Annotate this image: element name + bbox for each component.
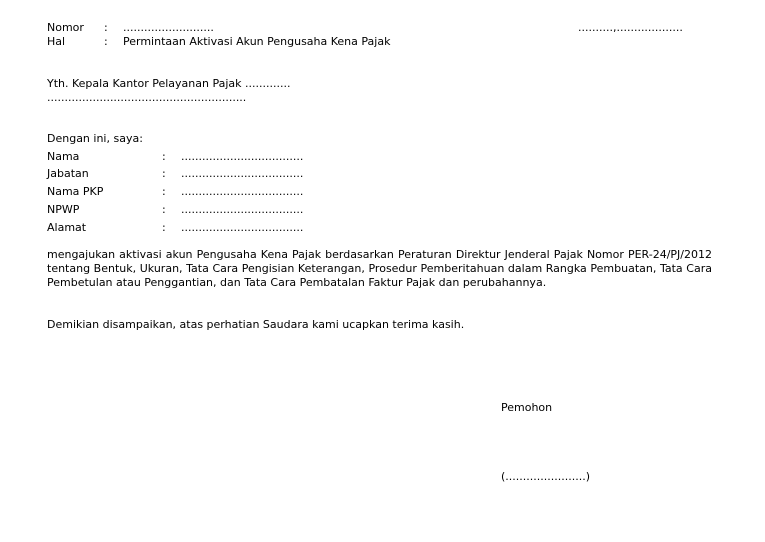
field-colon: : [162,185,166,198]
intro-text: Dengan ini, saya: [47,132,143,145]
field-label-jabatan: Jabatan [47,167,89,180]
hal-label: Hal [47,35,66,48]
field-label-alamat: Alamat [47,221,87,234]
field-label-nama-pkp: Nama PKP [47,185,104,198]
field-value-jabatan: ................................... [181,167,304,180]
body-paragraph: mengajukan aktivasi akun Pengusaha Kena Pajak berdasarkan Peraturan Direktur Jenderal Pajak Nomor PER-24/PJ/2012 tentang Bentuk, Ukuran, Tata Cara Pengisian Keterangan, Prosedur Pemberitahuan dalam Rangka Pembuatan, Tata Cara Pembetulan atau Penggantian, dan Tata Cara Pembatalan Faktur Pajak dan perubahannya. [47,248,712,289]
field-value-npwp: ................................... [181,203,304,216]
signature-name-placeholder: (.......................) [501,470,591,483]
signature-title: Pemohon [501,401,553,414]
field-colon: : [162,221,166,234]
nomor-label: Nomor [47,21,84,34]
field-colon: : [162,150,166,163]
nomor-value: .......................... [123,21,214,34]
recipient-line-2: ......................................................... [47,91,247,104]
hal-value: Permintaan Aktivasi Akun Pengusaha Kena Pajak [123,35,391,48]
field-colon: : [162,167,166,180]
field-value-nama: ................................... [181,150,304,163]
field-colon: : [162,203,166,216]
place-date: ..........,................... [578,21,683,34]
field-label-npwp: NPWP [47,203,80,216]
field-value-nama-pkp: ................................... [181,185,304,198]
recipient-line-1: Yth. Kepala Kantor Pelayanan Pajak ............. [47,77,291,90]
nomor-colon: : [104,21,108,34]
closing-text: Demikian disampaikan, atas perhatian Saudara kami ucapkan terima kasih. [47,318,465,331]
field-label-nama: Nama [47,150,80,163]
field-value-alamat: ................................... [181,221,304,234]
hal-colon: : [104,35,108,48]
